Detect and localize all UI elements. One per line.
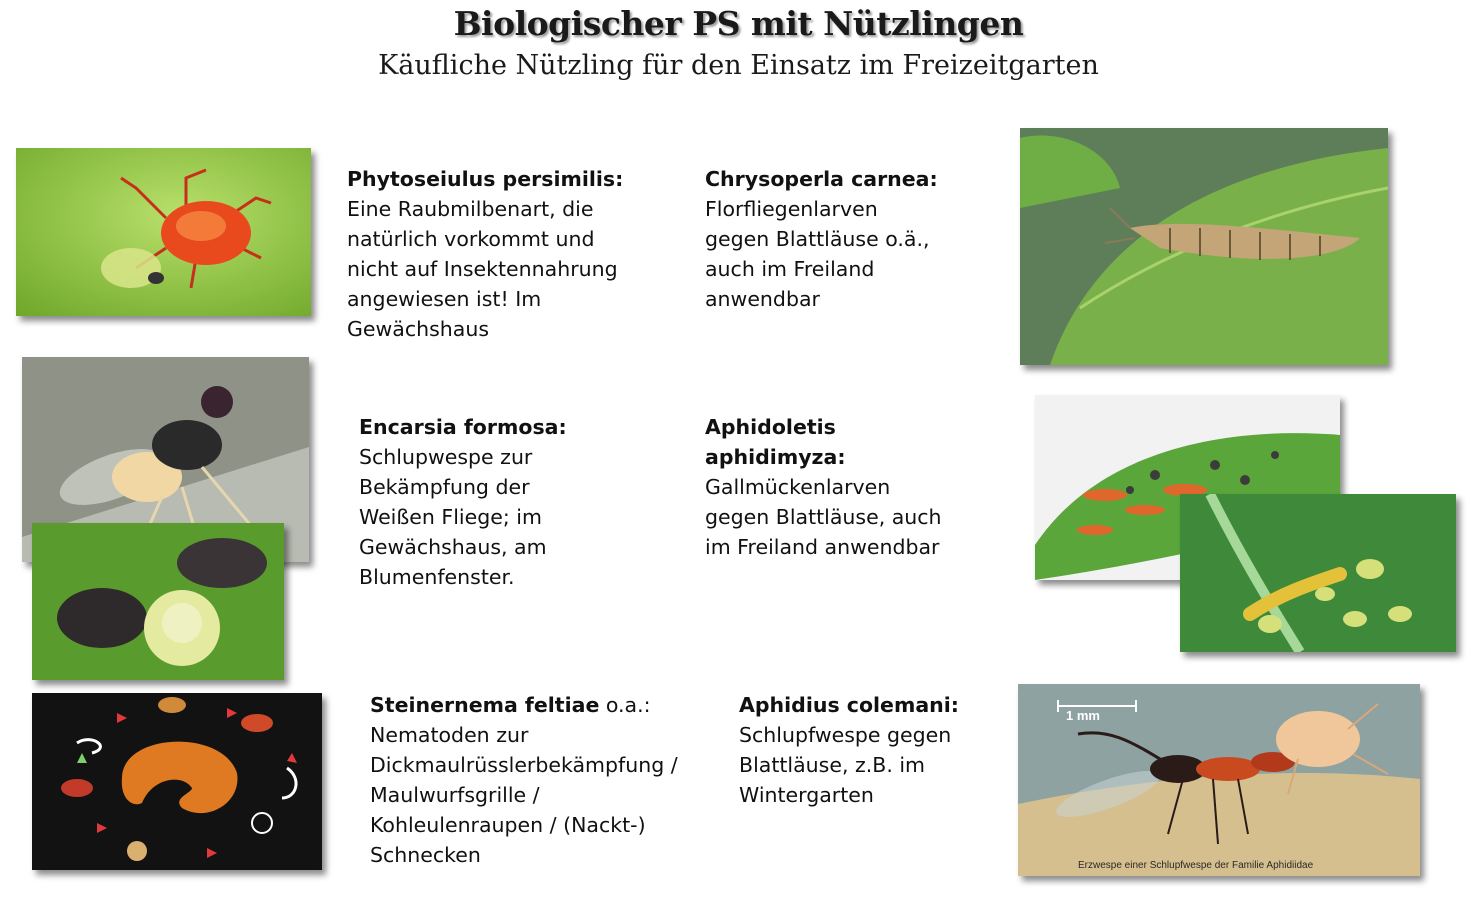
entry-line: Eine Raubmilbenart, die [347,197,594,221]
entry-line: Maulwurfsgrille / [370,783,540,807]
entry-aphidius [739,690,959,810]
entry-name-suffix: o.a.: [599,693,651,717]
entry-line: Kohleulenraupen / (Nackt-) [370,813,646,837]
entry-line: nicht auf Insektennahrung [347,257,618,281]
entry-encarsia [359,412,567,592]
entry-name: Chrysoperla carnea: [705,167,938,191]
entry-line: Schnecken [370,843,481,867]
entry-line: angewiesen ist! Im [347,287,542,311]
entry-line: Schlupfwespe gegen [739,723,952,747]
entry-line: Weißen Fliege; im [359,505,542,529]
photo-steinernema-lifecycle [32,693,322,870]
entry-line: Dickmaulrüsslerbekämpfung / [370,753,678,777]
entry-phytoseiulus [347,164,623,344]
photo-aphidius-wasp [1018,684,1420,876]
entry-line: gegen Blattläuse, auch [705,505,942,529]
photo-encarsia-parasitized-scales [32,523,284,680]
entry-name: Steinernema feltiae [370,693,600,717]
entry-line: Blumenfenster. [359,565,515,589]
scale-bar-label: 1 mm [1066,708,1100,723]
slide-subtitle: Käufliche Nützling für den Einsatz im Freizeitgarten [378,50,1099,81]
photo-caption: Erzwespe einer Schlupfwespe der Familie Aphidiidae [1078,860,1314,871]
entry-line: Nematoden zur [370,723,529,747]
entry-line: auch im Freiland [705,257,875,281]
entry-chrysoperla [705,164,938,314]
entry-steinernema [370,690,678,870]
entry-line: Blattläuse, z.B. im [739,753,926,777]
entry-name: aphidimyza: [705,445,846,469]
entry-line: Schlupwespe zur [359,445,533,469]
entry-line: Gewächshaus [347,317,489,341]
photo-phytoseiulus-mite [16,148,311,316]
entry-line: Florfliegenlarven [705,197,878,221]
entry-line: im Freiland anwendbar [705,535,940,559]
entry-aphidoletis [705,412,942,562]
entry-line: anwendbar [705,287,820,311]
entry-name: Aphidius colemani: [739,693,959,717]
entry-name: Encarsia formosa: [359,415,567,439]
entry-line: Bekämpfung der [359,475,530,499]
entry-line: natürlich vorkommt und [347,227,595,251]
entry-name: Phytoseiulus persimilis: [347,167,624,191]
slide-title: Biologischer PS mit Nützlingen [453,4,1024,43]
entry-name: Aphidoletis [705,415,836,439]
entry-line: Wintergarten [739,783,874,807]
photo-aphidoletis-larva [1180,494,1456,652]
entry-line: gegen Blattläuse o.ä., [705,227,930,251]
photo-chrysoperla-larva [1020,128,1388,365]
entry-line: Gallmückenlarven [705,475,891,499]
entry-line: Gewächshaus, am [359,535,547,559]
